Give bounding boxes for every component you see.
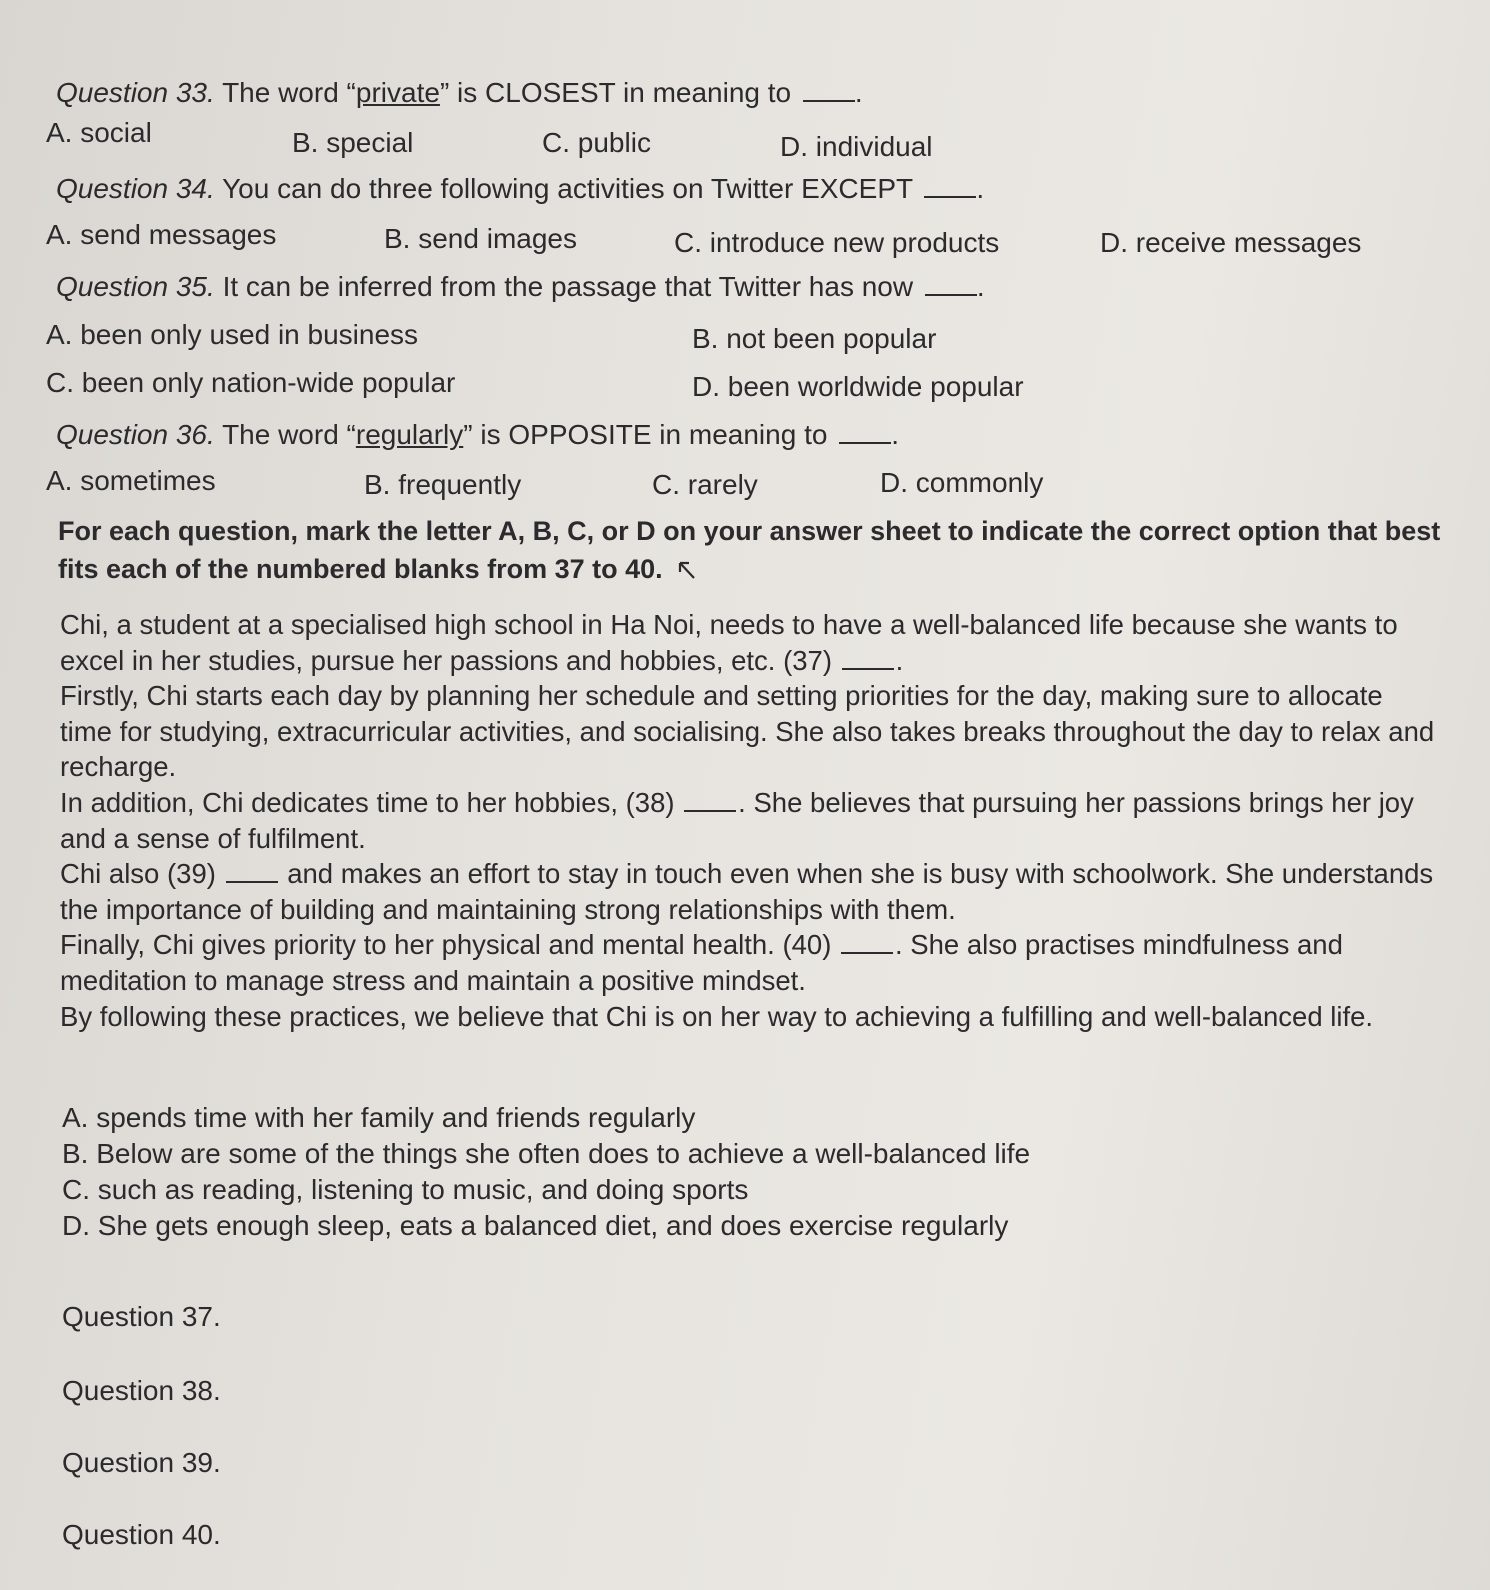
passage-paragraph: Chi also (39) and makes an effort to stay in touch even when she is busy with schoolwork. She understands the importance of building and maintaining strong relationships with them. xyxy=(60,858,1434,925)
answer-blank xyxy=(803,80,855,102)
gap-option-d[interactable]: D. She gets enough sleep, eats a balanced diet, and does exercise regularly xyxy=(62,1210,1009,1241)
option-a[interactable]: A. been only used in business xyxy=(46,319,419,350)
section-instruction: For each question, mark the letter A, B, C, or D on your answer sheet to indicate the correct option that best fits each of the numbered blanks from 37 to 40. xyxy=(58,516,1441,584)
gap-37-blank xyxy=(842,648,894,670)
question-36: Question 36. The word “regularly” is OPPOSITE in meaning to . xyxy=(56,419,899,450)
gap-option-b[interactable]: B. Below are some of the things she often does to achieve a well-balanced life xyxy=(62,1138,1031,1169)
question-39[interactable]: Question 39. xyxy=(62,1447,221,1478)
gap-39-blank xyxy=(226,861,278,883)
passage-paragraph: In addition, Chi dedicates time to her hobbies, (38) . She believes that pursuing her passions brings her joy and a sense of fulfilment. xyxy=(60,786,1414,854)
cursor-arrow-icon xyxy=(676,560,698,582)
gap-option-a[interactable]: A. spends time with her family and friends regularly xyxy=(62,1102,696,1133)
option-b[interactable]: B. special xyxy=(292,127,414,158)
option-d[interactable]: D. receive messages xyxy=(1100,227,1362,258)
question-33: Question 33. The word “private” is CLOSEST in meaning to . xyxy=(56,77,863,108)
gap-40-blank xyxy=(841,932,893,954)
option-c[interactable]: C. introduce new products xyxy=(674,227,1000,258)
option-c[interactable]: C. public xyxy=(542,127,651,158)
question-40[interactable]: Question 40. xyxy=(62,1519,221,1550)
question-stem: It can be inferred from the passage that Twitter has now xyxy=(222,271,914,302)
question-number: Question 35. xyxy=(56,271,215,302)
question-number: Question 34. xyxy=(56,173,215,204)
question-35: Question 35. It can be inferred from the passage that Twitter has now . xyxy=(56,271,985,302)
option-c[interactable]: C. rarely xyxy=(652,469,758,500)
question-37[interactable]: Question 37. xyxy=(62,1301,221,1332)
option-d[interactable]: D. been worldwide popular xyxy=(692,371,1024,402)
question-stem: The word “regularly” is OPPOSITE in meaning to xyxy=(222,419,828,450)
gap-options-list xyxy=(62,1100,1030,1244)
option-a[interactable]: A. social xyxy=(46,117,152,148)
option-b[interactable]: B. not been popular xyxy=(692,323,937,354)
question-number: Question 36. xyxy=(56,419,215,450)
option-d[interactable]: D. individual xyxy=(780,131,933,162)
option-a[interactable]: A. sometimes xyxy=(46,465,216,496)
answer-blank xyxy=(925,274,977,296)
passage-paragraph: Chi, a student at a specialised high school in Ha Noi, needs to have a well-balanced life because she wants to excel in her studies, pursue her passions and hobbies, etc. (37) . xyxy=(60,609,1398,676)
option-b[interactable]: B. frequently xyxy=(364,469,522,500)
answer-blank xyxy=(839,422,891,444)
question-stem: You can do three following activities on Twitter EXCEPT xyxy=(222,173,913,204)
option-d[interactable]: D. commonly xyxy=(880,467,1044,498)
question-38[interactable]: Question 38. xyxy=(62,1375,221,1406)
passage-paragraph: Firstly, Chi starts each day by planning her schedule and setting priorities for the day, making sure to allocate time for studying, extracurricular activities, and socialising. She also takes breaks throughout the day to relax and recharge. xyxy=(60,680,1435,783)
key-word: private xyxy=(355,77,440,108)
gap-option-c[interactable]: C. such as reading, listening to music, and doing sports xyxy=(62,1174,749,1205)
passage-paragraph: Finally, Chi gives priority to her physical and mental health. (40) . She also practises mindfulness and meditation to manage stress and maintain a positive mindset. xyxy=(60,929,1343,996)
question-number: Question 33. xyxy=(56,77,215,108)
gap-38-blank xyxy=(684,790,736,812)
option-b[interactable]: B. send images xyxy=(384,223,577,254)
reading-passage xyxy=(60,607,1440,1034)
passage-paragraph: By following these practices, we believe that Chi is on her way to achieving a fulfilling and well-balanced life. xyxy=(60,1000,1374,1032)
question-stem: The word “private” is CLOSEST in meaning to xyxy=(222,77,792,108)
option-c[interactable]: C. been only nation-wide popular xyxy=(46,367,456,398)
question-34: Question 34. You can do three following activities on Twitter EXCEPT . xyxy=(56,173,985,204)
option-a[interactable]: A. send messages xyxy=(46,219,277,250)
key-word: regularly xyxy=(355,419,464,450)
answer-blank xyxy=(924,176,976,198)
